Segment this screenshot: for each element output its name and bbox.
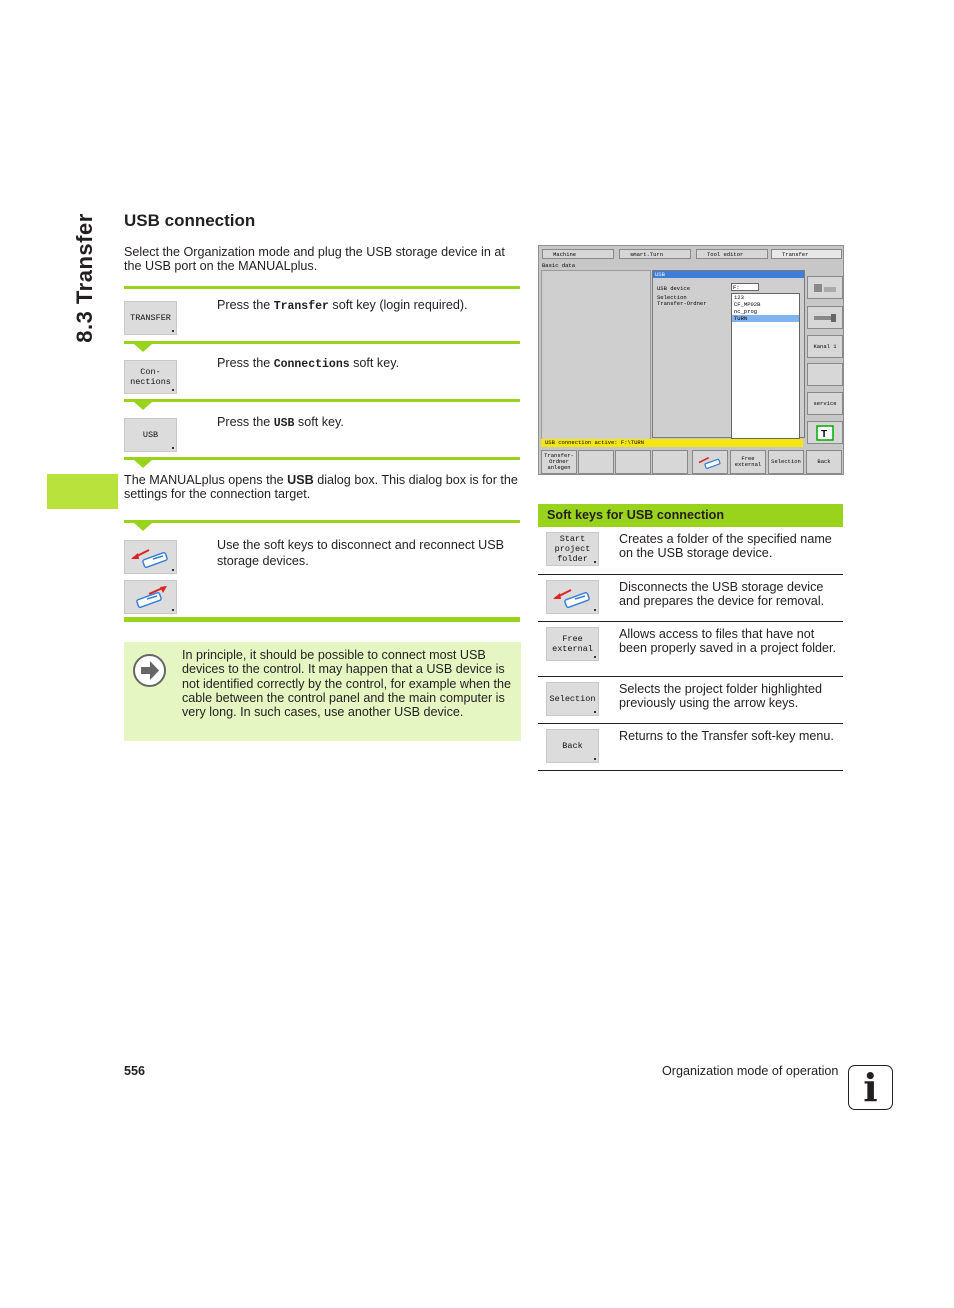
note-text: In principle, it should be possible to connect most USB devices to the control. It may happen that a USB device is not identified correctly by the control, for example when the cable between the control panel and the main computer is very long. In such cases, use another USB device. bbox=[182, 648, 512, 720]
folder-list[interactable] bbox=[731, 293, 800, 439]
step-arrow bbox=[134, 460, 152, 468]
row-description: Allows access to files that have not been properly saved in a project folder. bbox=[619, 627, 837, 656]
usb-device-label: USB device bbox=[657, 285, 691, 292]
row-description: Returns to the Transfer soft-key menu. bbox=[619, 729, 834, 743]
row-description: Selects the project folder highlighted previously using the arrow keys. bbox=[619, 682, 823, 711]
disconnect-step-text: Use the soft keys to disconnect and reconnect USB storage devices. bbox=[217, 538, 505, 568]
step-3-text: Press the USB soft key. bbox=[217, 415, 344, 430]
step-arrow bbox=[134, 402, 152, 410]
usb-disconnect-icon bbox=[129, 544, 173, 570]
side-key-4[interactable] bbox=[807, 363, 843, 386]
selection-label: Selection bbox=[657, 294, 687, 301]
left-pane bbox=[541, 270, 651, 447]
list-item[interactable]: CF_MP02B bbox=[734, 301, 761, 308]
step-divider bbox=[124, 286, 520, 289]
footer-chapter: Organization mode of operation bbox=[662, 1064, 839, 1078]
row-description: Creates a folder of the specified name on the USB storage device. bbox=[619, 532, 832, 561]
list-item-selected[interactable]: TURN bbox=[732, 315, 799, 322]
arrow-right-icon bbox=[133, 654, 166, 687]
bottom-key-2[interactable] bbox=[578, 450, 614, 474]
usb-disconnect-softkey[interactable] bbox=[546, 580, 599, 614]
step-divider bbox=[124, 341, 520, 344]
side-key-kanal[interactable]: Kanal 1 bbox=[807, 335, 843, 358]
table-row bbox=[538, 575, 843, 622]
usb-dialog bbox=[652, 270, 805, 438]
usb-device-field[interactable]: F: bbox=[731, 283, 759, 291]
chapter-tab-marker bbox=[47, 474, 118, 509]
steps-end-bar bbox=[124, 617, 520, 622]
bottom-key-usb-disconnect[interactable] bbox=[692, 450, 728, 474]
side-key-service[interactable]: service bbox=[807, 392, 843, 415]
usb-dialog-screenshot bbox=[538, 245, 844, 475]
softkey-table bbox=[538, 504, 843, 771]
usb-disconnect-icon bbox=[551, 584, 595, 610]
row-description: Disconnects the USB storage device and prepares the device for removal. bbox=[619, 580, 825, 609]
usb-disconnect-softkey[interactable] bbox=[124, 540, 177, 574]
table-row bbox=[538, 677, 843, 724]
connections-softkey[interactable]: Con- nections bbox=[124, 360, 177, 394]
intro-paragraph: Select the Organization mode and plug the USB storage device in at the USB port on the MANUALplus. bbox=[124, 245, 505, 274]
tab-tool-editor[interactable]: Tool editor bbox=[696, 249, 768, 259]
machine-icon bbox=[811, 281, 839, 295]
step-divider bbox=[124, 457, 520, 460]
free-external-softkey[interactable]: Free external bbox=[546, 627, 599, 661]
step-divider bbox=[124, 520, 520, 523]
selection-softkey[interactable]: Selection bbox=[546, 682, 599, 716]
tab-smart-turn[interactable]: smart.Turn bbox=[619, 249, 691, 259]
chapter-sidebar-title: 8.3 Transfer bbox=[72, 212, 97, 343]
step-arrow bbox=[134, 523, 152, 531]
tab-machine[interactable]: Machine bbox=[542, 249, 614, 259]
usb-reconnect-icon bbox=[129, 584, 173, 610]
bottom-key-selection[interactable]: Selection bbox=[768, 450, 804, 474]
basic-data-label: Basic data bbox=[542, 262, 576, 269]
dialog-title: USB bbox=[653, 271, 804, 278]
table-row bbox=[538, 527, 843, 575]
table-header: Soft keys for USB connection bbox=[538, 504, 843, 527]
list-item[interactable]: nc_prog bbox=[734, 308, 758, 315]
svg-text:T: T bbox=[821, 428, 828, 440]
t-icon bbox=[816, 425, 834, 441]
table-row bbox=[538, 622, 843, 677]
bottom-key-3[interactable] bbox=[615, 450, 651, 474]
table-row bbox=[538, 724, 843, 771]
tool-icon bbox=[811, 311, 839, 325]
dialog-paragraph: The MANUALplus opens the USB dialog box. This dialog box is for the settings for the connection target. bbox=[124, 473, 518, 502]
back-softkey[interactable]: Back bbox=[546, 729, 599, 763]
start-project-folder-softkey[interactable]: Start project folder bbox=[546, 532, 599, 566]
step-2-text: Press the Connections soft key. bbox=[217, 356, 400, 371]
section-title: USB connection bbox=[124, 211, 256, 230]
usb-softkey[interactable]: USB bbox=[124, 418, 177, 452]
usb-reconnect-softkey[interactable] bbox=[124, 580, 177, 614]
list-item[interactable]: 123 bbox=[734, 294, 744, 301]
info-icon: i bbox=[848, 1065, 893, 1110]
step-1-text: Press the Transfer soft key (login required). bbox=[217, 298, 468, 313]
side-key-6[interactable] bbox=[807, 421, 843, 444]
step-arrow bbox=[134, 344, 152, 352]
bottom-key-free-external[interactable]: Free external bbox=[730, 450, 766, 474]
side-key-2[interactable] bbox=[807, 306, 843, 329]
side-key-1[interactable] bbox=[807, 276, 843, 299]
status-bar: USB connection active: F:\TURN bbox=[541, 439, 803, 447]
usb-disconnect-icon bbox=[695, 454, 725, 470]
page-number: 556 bbox=[124, 1064, 146, 1078]
bottom-key-back[interactable]: Back bbox=[806, 450, 842, 474]
step-divider bbox=[124, 399, 520, 402]
transfer-folder-label: Transfer-Ordner bbox=[657, 300, 707, 307]
tab-transfer[interactable]: Transfer bbox=[771, 249, 842, 259]
transfer-softkey[interactable]: TRANSFER bbox=[124, 301, 177, 335]
bottom-key-transfer-folder[interactable]: Transfer- Ordner anlegen bbox=[541, 450, 577, 474]
bottom-key-4[interactable] bbox=[652, 450, 688, 474]
